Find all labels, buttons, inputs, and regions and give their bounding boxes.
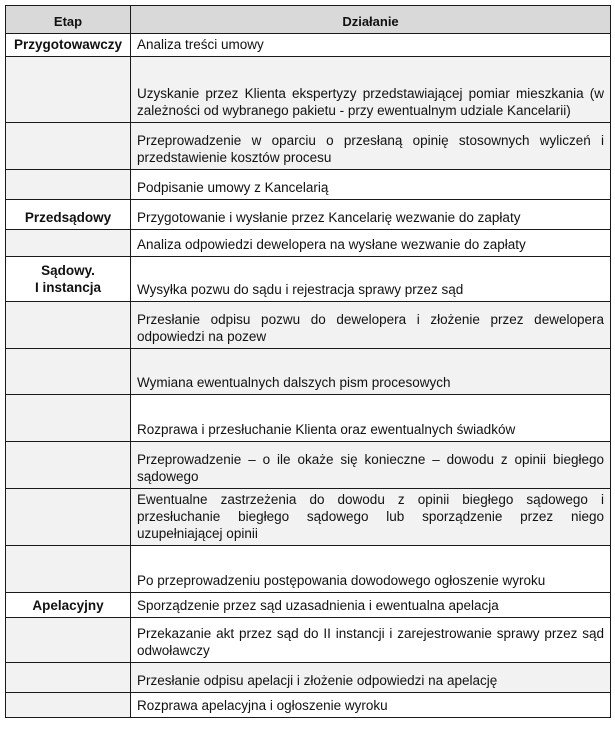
table-row	[6, 57, 611, 123]
action-cell: Ewentualne zastrzeżenia do dowodu z opinii biegłego sądowego i przesłuchanie biegłego sądowego lub sporządzenie przez niego uzupełniającej opinii	[131, 489, 611, 546]
table-row	[6, 546, 611, 593]
table-row	[6, 349, 611, 395]
action-cell: Przekazanie akt przez sąd do II instancji i zarejestrowanie sprawy przez sąd odwoławczy	[131, 618, 611, 663]
table-row	[6, 442, 611, 489]
stage-cell	[6, 230, 131, 257]
action-cell: Rozprawa i przesłuchanie Klienta oraz ewentualnych świadków	[131, 395, 611, 442]
action-cell: Rozprawa apelacyjna i ogłoszenie wyroku	[131, 693, 611, 718]
table-row	[6, 593, 611, 618]
table-row	[6, 200, 611, 230]
stage-cell	[6, 442, 131, 489]
stage-cell	[6, 546, 131, 593]
action-cell: Przesłanie odpisu pozwu do dewelopera i złożenie przez dewelopera odpowiedzi na pozew	[131, 302, 611, 349]
table-row	[6, 257, 611, 302]
action-cell: Przygotowanie i wysłanie przez Kancelarię wezwanie do zapłaty	[131, 200, 611, 230]
table-row	[6, 123, 611, 170]
action-cell: Po przeprowadzeniu postępowania dowodowego ogłoszenie wyroku	[131, 546, 611, 593]
action-cell: Analiza treści umowy	[131, 34, 611, 57]
table-row	[6, 170, 611, 200]
stage-cell	[6, 618, 131, 663]
stage-cell	[6, 489, 131, 546]
table-row	[6, 395, 611, 442]
header-action: Działanie	[131, 6, 611, 34]
stage-cell	[6, 302, 131, 349]
stage-cell	[6, 663, 131, 693]
table-row	[6, 489, 611, 546]
stage-cell: Sądowy. I instancja	[6, 257, 131, 302]
action-cell: Podpisanie umowy z Kancelarią	[131, 170, 611, 200]
action-cell: Przeprowadzenie – o ile okaże się konieczne – dowodu z opinii biegłego sądowego	[131, 442, 611, 489]
header-row	[6, 6, 611, 34]
action-cell: Sporządzenie przez sąd uzasadnienia i ewentualna apelacja	[131, 593, 611, 618]
table-row	[6, 302, 611, 349]
stage-cell	[6, 395, 131, 442]
table-body	[6, 34, 611, 718]
action-cell: Analiza odpowiedzi dewelopera na wysłane wezwanie do zapłaty	[131, 230, 611, 257]
table-row	[6, 663, 611, 693]
action-cell: Wymiana ewentualnych dalszych pism procesowych	[131, 349, 611, 395]
header-stage: Etap	[6, 6, 131, 34]
stage-cell	[6, 57, 131, 123]
stage-cell	[6, 170, 131, 200]
table-row	[6, 230, 611, 257]
stage-cell	[6, 349, 131, 395]
action-cell: Wysyłka pozwu do sądu i rejestracja sprawy przez sąd	[131, 257, 611, 302]
action-cell: Przeprowadzenie w oparciu o przesłaną opinię stosownych wyliczeń i przedstawienie kosztów procesu	[131, 123, 611, 170]
table-row	[6, 618, 611, 663]
stage-cell: Przygotowawczy	[6, 34, 131, 57]
stage-cell	[6, 123, 131, 170]
stage-cell: Przedsądowy	[6, 200, 131, 230]
table-row	[6, 34, 611, 57]
action-cell: Uzyskanie przez Klienta ekspertyzy przedstawiającej pomiar mieszkania (w zależności od wybranego pakietu - przy ewentualnym udziale Kancelarii)	[131, 57, 611, 123]
stages-table	[5, 5, 611, 718]
table-row	[6, 693, 611, 718]
action-cell: Przesłanie odpisu apelacji i złożenie odpowiedzi na apelację	[131, 663, 611, 693]
stage-cell	[6, 693, 131, 718]
stage-cell: Apelacyjny	[6, 593, 131, 618]
